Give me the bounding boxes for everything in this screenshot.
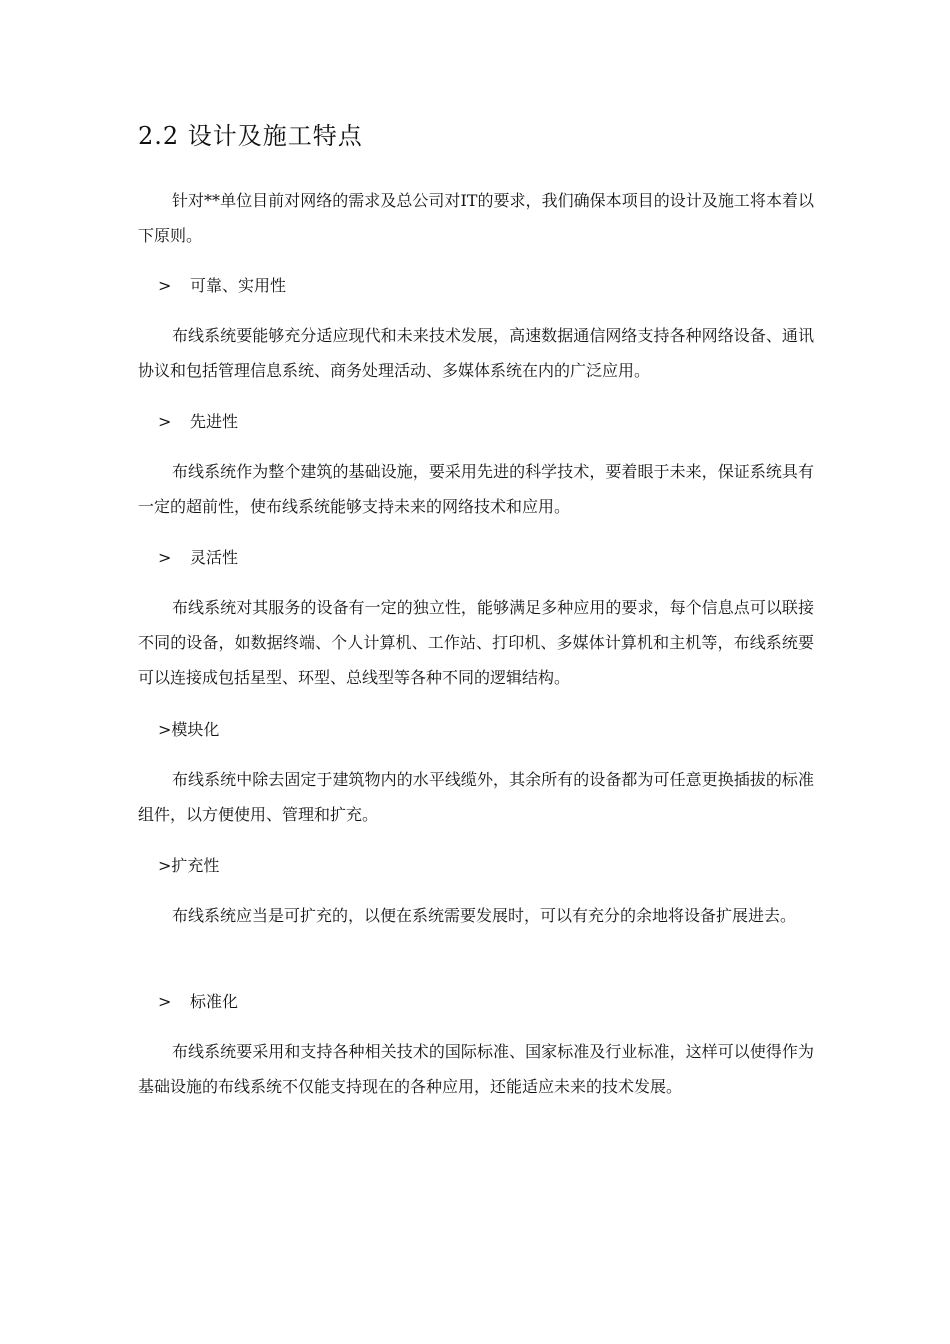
- item-title: 模块化: [171, 720, 220, 739]
- item-body-modular: 布线系统中除去固定于建筑物内的水平线缆外，其余所有的设备都为可任意更换插拔的标准组件，以方便使用、管理和扩充。: [138, 770, 814, 824]
- item-title: 先进性: [190, 412, 239, 431]
- item-body-standardization: 布线系统要采用和支持各种相关技术的国际标准、国家标准及行业标准，这样可以使得作为基础设施的布线系统不仅能支持现在的各种应用，还能适应未来的技术发展。: [138, 1042, 814, 1096]
- bullet-marker: >: [158, 412, 172, 431]
- item-heading-advanced: [158, 410, 238, 434]
- bullet-marker: >: [158, 548, 172, 567]
- item-title: 标准化: [190, 992, 239, 1011]
- item-body-reliability: 布线系统要能够充分适应现代和未来技术发展，高速数据通信网络支持各种网络设备、通讯协议和包括管理信息系统、商务处理活动、多媒体系统在内的广泛应用。: [138, 326, 814, 380]
- item-body-advanced: 布线系统作为整个建筑的基础设施，要采用先进的科学技术，要着眼于未来，保证系统具有一定的超前性，使布线系统能够支持未来的网络技术和应用。: [138, 462, 814, 516]
- section-heading: 2.2 设计及施工特点: [138, 122, 363, 150]
- item-heading-reliability: [158, 274, 286, 298]
- item-heading-modular: [158, 718, 219, 742]
- item-heading-flexibility: [158, 546, 238, 570]
- item-title: 可靠、实用性: [190, 276, 287, 295]
- item-title: 灵活性: [190, 548, 239, 567]
- bullet-marker: >: [158, 856, 172, 875]
- item-body-expandability: 布线系统应当是可扩充的，以便在系统需要发展时，可以有充分的余地将设备扩展进去。: [172, 906, 797, 925]
- intro-paragraph: 针对**单位目前对网络的需求及总公司对IT的要求，我们确保本项目的设计及施工将本着以下原则。: [138, 191, 814, 245]
- bullet-marker: >: [158, 276, 172, 295]
- item-title: 扩充性: [171, 856, 220, 875]
- bullet-marker: >: [158, 992, 172, 1011]
- item-heading-expandability: [158, 854, 219, 878]
- item-body-flexibility: 布线系统对其服务的设备有一定的独立性，能够满足多种应用的要求，每个信息点可以联接不同的设备，如数据终端、个人计算机、工作站、打印机、多媒体计算机和主机等，布线系统要可以连接成包括星型、环型、总线型等各种不同的逻辑结构。: [138, 598, 814, 687]
- item-heading-standardization: [158, 990, 238, 1014]
- bullet-marker: >: [158, 720, 172, 739]
